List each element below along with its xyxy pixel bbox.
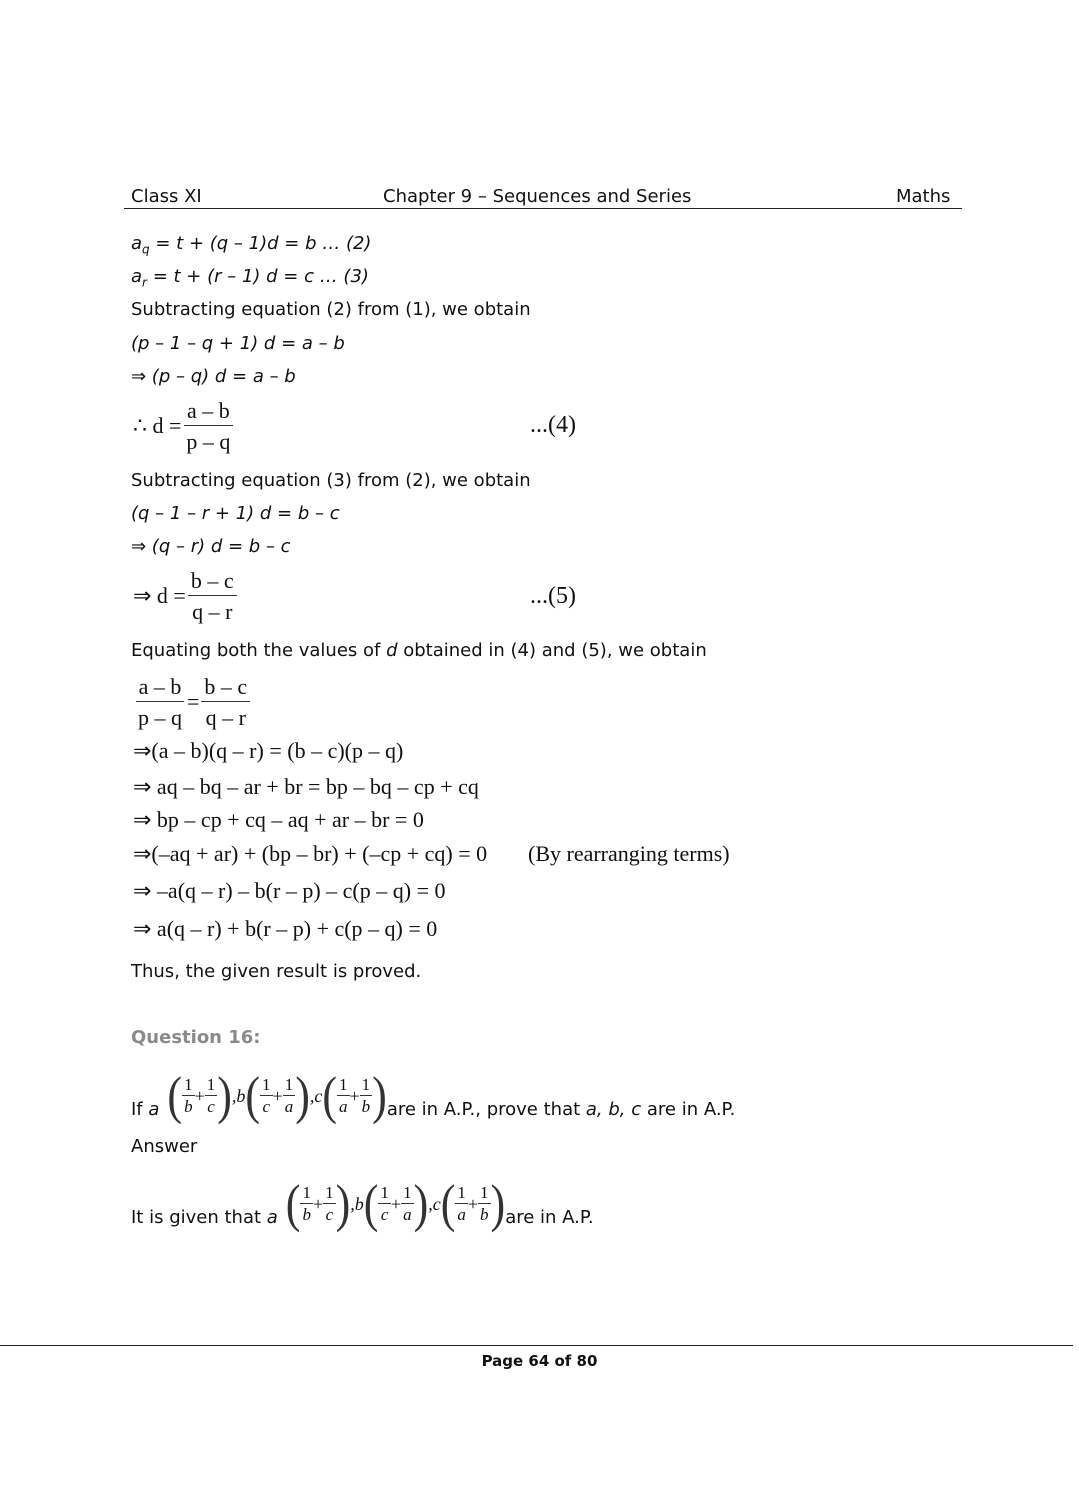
header-chapter: Chapter 9 – Sequences and Series [383,186,692,207]
equation-line-5: ⇒ (p – q) d = a – b [131,366,296,387]
question-title: Question 16: [131,1027,261,1048]
equation-step-6: ⇒ –a(q – r) – b(r – p) – c(p – q) = 0 [133,878,446,903]
question-expression: ( $\frac{1}{b}$ + $\frac{1}{c}$ ) ,b ( $\frac{1}{c}$ + $\frac{1}{a}$ ) ,c ( $\frac{1}{a}$ + $\frac{1}{b}$ ) [167,1066,387,1125]
text-result-proved: Thus, the given result is proved. [131,961,422,982]
equation-ar: $a_r = t + (r - 1) d = c$ … (3) [131,266,369,290]
header-rule [124,208,962,209]
equation-tag-5: ...(5) [530,583,576,609]
header-class: Class XI [131,186,202,207]
page-number: Page 64 of 80 [481,1352,598,1370]
equation-tag-4: ...(4) [530,412,576,438]
equation-step-2: ⇒(a – b)(q – r) = (b – c)(p – q) [133,738,404,763]
text-subtracting-1: Subtracting equation (2) from (1), we obtain [131,299,531,320]
text-subtracting-2: Subtracting equation (3) from (2), we obtain [131,470,531,491]
header-subject: Maths [896,186,951,207]
equation-line-7: (q – 1 – r + 1) d = b – c [131,503,340,524]
answer-label: Answer [131,1136,198,1157]
equation-note-rearranging: (By rearranging terms) [528,841,730,866]
equation-step-5: ⇒(–aq + ar) + (bp – br) + (–cp + cq) = 0 [133,841,488,866]
footer-rule [0,1345,1073,1346]
equation-step-4: ⇒ bp – cp + cq – aq + ar – br = 0 [133,807,424,832]
equation-4: ∴ d = $\frac{a - b}{p - q}$ [133,398,235,455]
answer-given: It is given that a ( $\frac{1}{b}$ + $\frac{1}{c}$ ) ,b ( $\frac{1}{c}$ + $\frac{1}{a}$ ) ,c ( $\frac{1}{a}$ + $\frac{1}{b}$ ) are in A.P. [131,1174,594,1233]
equation-line-8: ⇒ (q – r) d = b – c [131,536,291,557]
equation-step-3: ⇒ aq – bq – ar + br = bp – bq – cp + cq [133,774,479,799]
equation-aq: $a_q = t + (q - 1)d = b$ … (2) [131,233,372,257]
equation-fractions-equal: $\frac{a - b}{p - q}$ = $\frac{b - c}{q - r}$ [133,674,252,731]
equation-5: ⇒ d = $\frac{b - c}{q - r}$ [133,568,239,625]
question-statement: If a ( $\frac{1}{b}$ + $\frac{1}{c}$ ) ,b ( $\frac{1}{c}$ + $\frac{1}{a}$ ) ,c ( $\frac{1}{a}$ + $\frac{1}{b}$ ) are in A.P., prove that a, b, c are in A.P. [131,1066,736,1125]
equation-line-4: (p – 1 – q + 1) d = a – b [131,333,345,354]
answer-expression: ( $\frac{1}{b}$ + $\frac{1}{c}$ ) ,b ( $\frac{1}{c}$ + $\frac{1}{a}$ ) ,c ( $\frac{1}{a}$ + $\frac{1}{b}$ ) [285,1174,506,1233]
text-equating: Equating both the values of d obtained in (4) and (5), we obtain [131,640,707,661]
equation-step-7: ⇒ a(q – r) + b(r – p) + c(p – q) = 0 [133,916,438,941]
